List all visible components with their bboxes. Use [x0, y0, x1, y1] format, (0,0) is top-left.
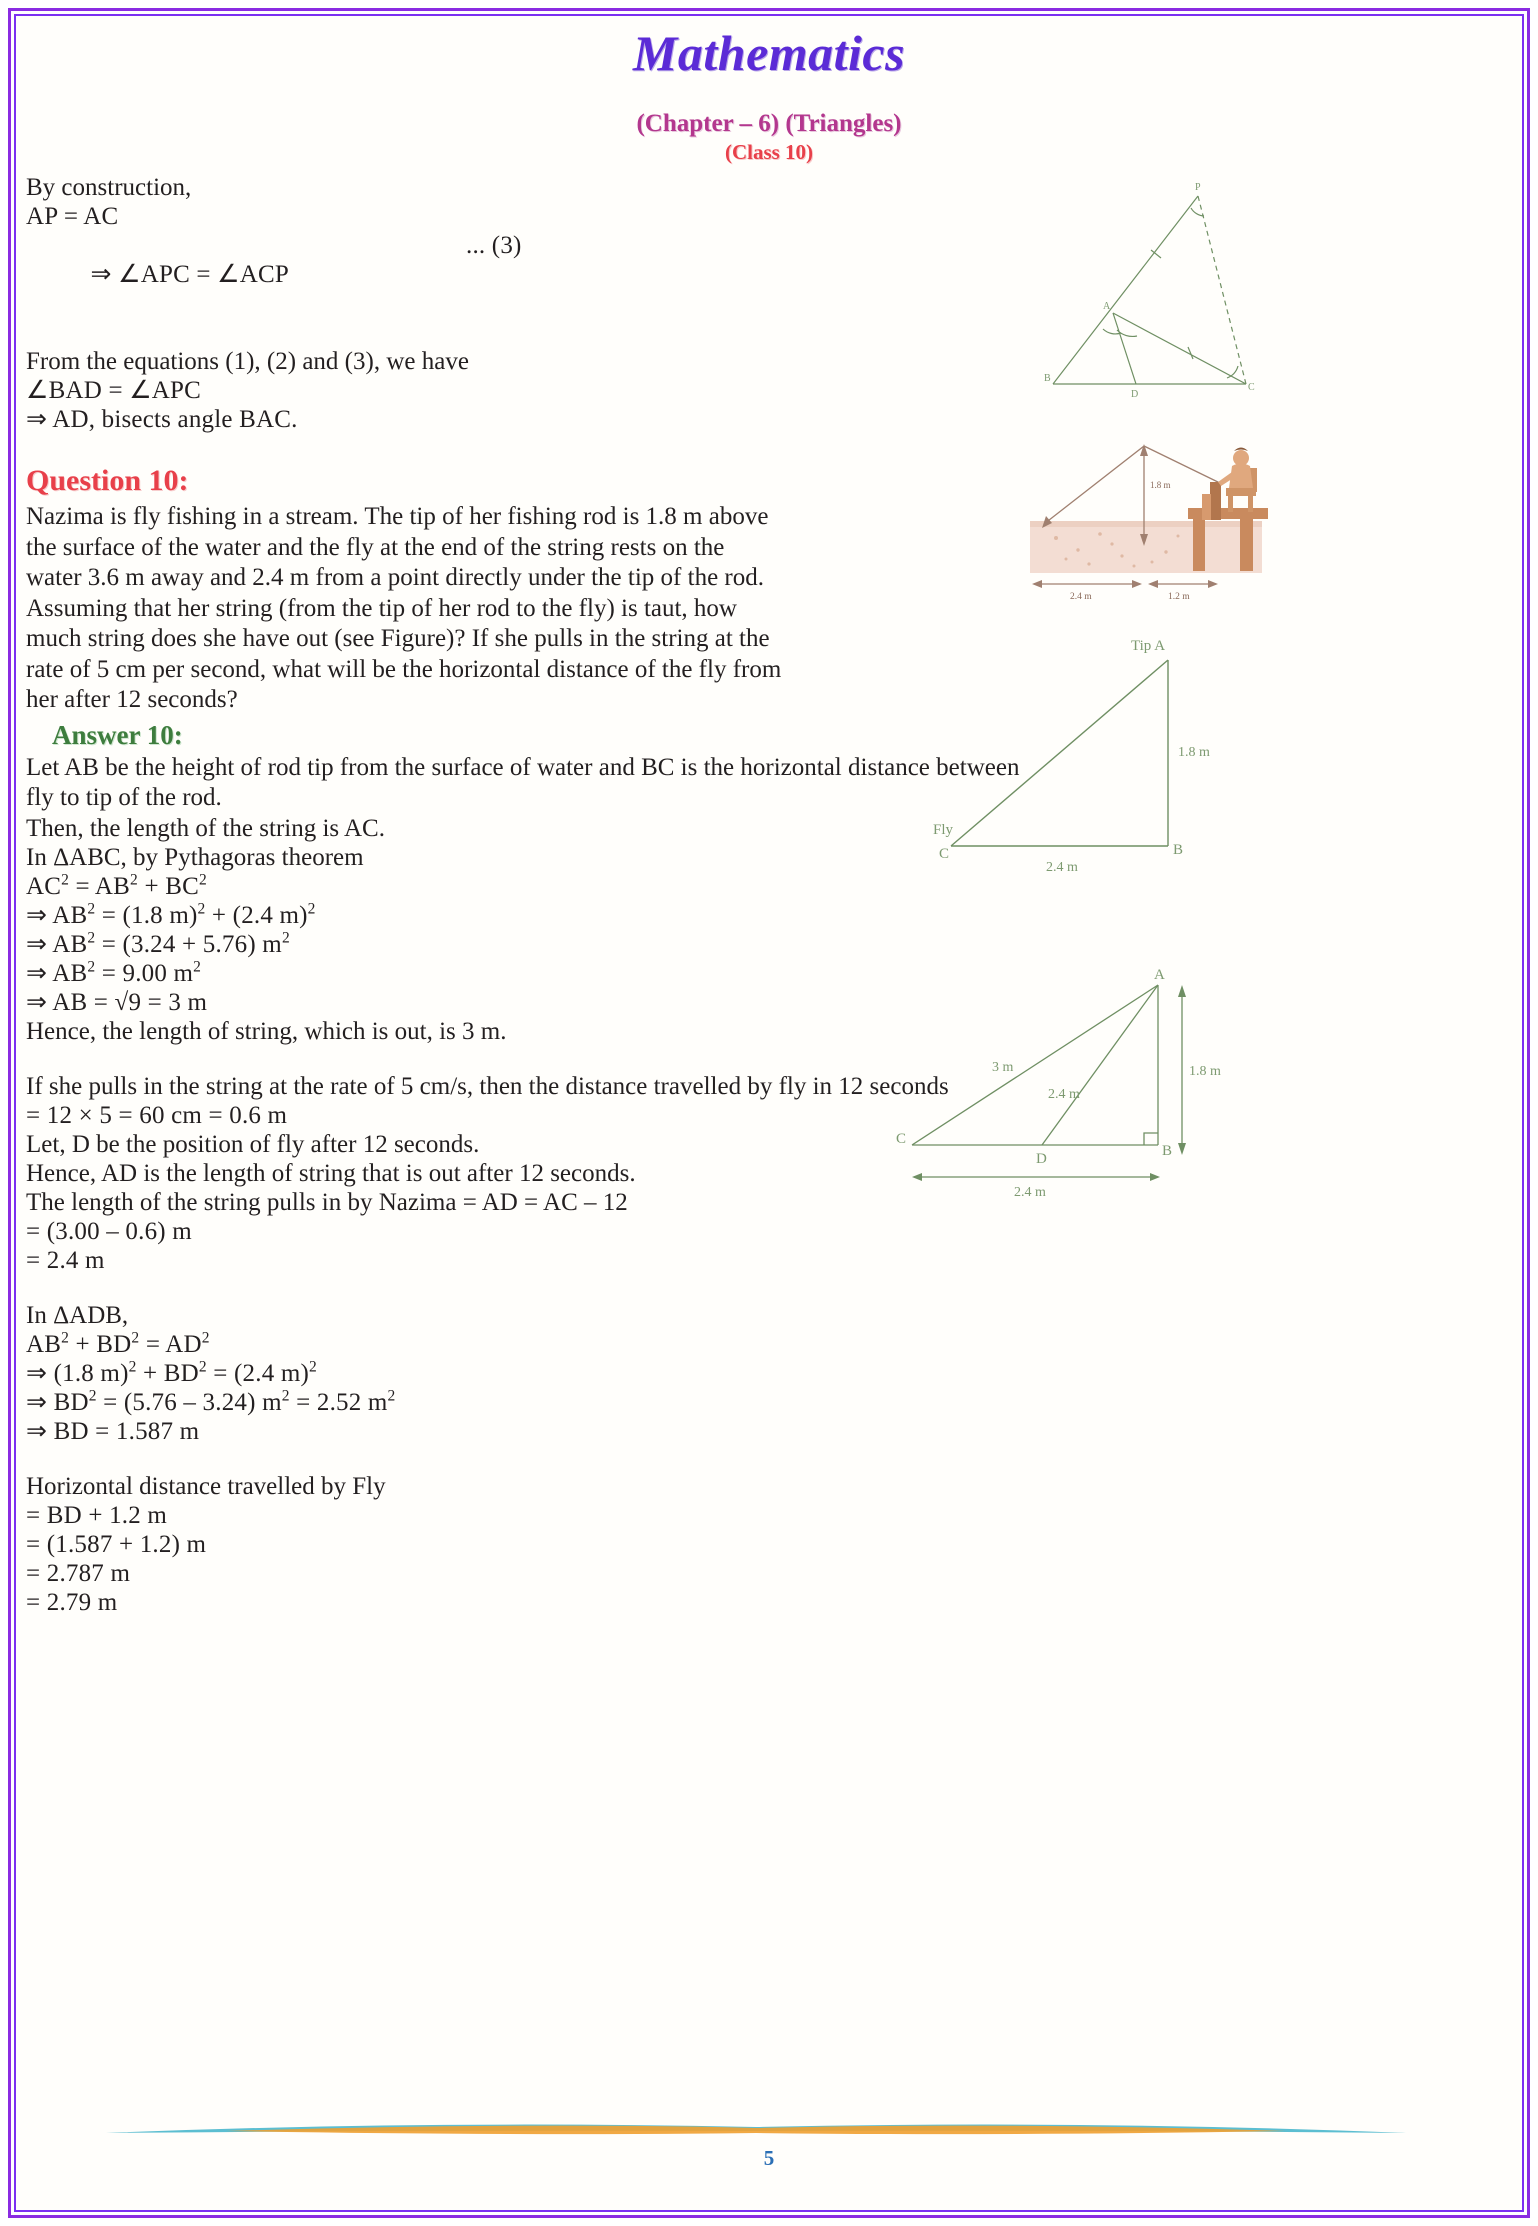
answer-block-2 [26, 1072, 1512, 1275]
answer-line: In ΔABC, by Pythagoras theorem [26, 843, 364, 871]
figure-label-d: D [1036, 1151, 1047, 1167]
answer-block-3 [26, 1301, 1512, 1446]
figure-label-b: B [1044, 373, 1051, 384]
figure-base-label: 2.4 m [1014, 1185, 1046, 1200]
figure-label-c: C [939, 846, 950, 862]
question-text: Nazima is fly fishing in a stream. The tip of her fishing rod is 1.8 m above the surface of the water and the fly at the end of the string rests on the water 3.6 m away and 2.4 m from a point directly under the tip of the rod. Assuming that her string (from the tip of her rod to the fly) is taut, how much string does she have out (see Figure)? If she pulls in the string at the rate of 5 cm per second, what will be the horizontal distance of the fly from her after 12 seconds? [26, 503, 782, 713]
figure-height-label: 1.8 m [1150, 480, 1171, 490]
figure-triangle-abc [906, 628, 1236, 883]
figure-label-c: C [1248, 382, 1255, 393]
proof-line: ∠BAD = ∠APC [26, 377, 202, 404]
answer-line: ⇒ $BD^2 = (5.76 - 3.24) m^2 = 2.52$ $m^2$ [26, 1387, 396, 1416]
figure-triangle-proof [1041, 178, 1266, 403]
answer-line: $AC^2 = AB^2 + BC^2$ [26, 871, 207, 900]
spacer [26, 1275, 1512, 1301]
answer-block-1 [26, 814, 1512, 1046]
figure-label-d: D [1131, 389, 1139, 400]
answer-line: ⇒ $AB^2 = (3.24 + 5.76)$ $m^2$ [26, 929, 290, 958]
footer-decoration [106, 2118, 1406, 2144]
answer-line: ⇒ BD = 1.587 m [26, 1417, 200, 1445]
question-heading: Question 10: [26, 464, 189, 497]
answer-line: Then, the length of the string is AC. [26, 814, 385, 842]
equation-reference: ... (3) [466, 232, 522, 259]
page-title: Mathematics [632, 25, 906, 81]
answer-line: ⇒ AB = √9 = 3 m [26, 988, 208, 1016]
answer-line: = 2.79 m [26, 1588, 118, 1616]
figure-label-fly: Fly [933, 822, 954, 838]
figure-base-label: 2.4 m [1046, 860, 1078, 875]
answer-line: = 2.787 m [26, 1559, 131, 1587]
class-subtitle: (Class 10) [724, 140, 814, 164]
page-footer [106, 2118, 1432, 2178]
figure-hyp-label: 3 m [992, 1060, 1014, 1075]
proof-line-text: ⇒ ∠APC = ∠ACP [90, 261, 289, 288]
answer-line: ⇒ $AB^2 = 9.00$ $m^2$ [26, 958, 202, 987]
proof-line: By construction, [26, 174, 192, 201]
figure-vertical-label: 1.8 m [1178, 745, 1210, 760]
answer-intro: Let AB be the height of rod tip from the surface of water and BC is the horizontal distance between fly to tip of the rod. [26, 753, 1020, 811]
answer-line: In ΔADB, [26, 1301, 129, 1329]
answer-line: ⇒ $AB^2 = (1.8$ m)$^2$ + (2.4 m)$^2$ [26, 900, 316, 929]
spacer [26, 1446, 1512, 1472]
figure-label-b: B [1162, 1143, 1173, 1159]
answer-line: = 2.4 m [26, 1246, 105, 1274]
answer-block-4 [26, 1472, 1512, 1617]
figure-right-distance-label: 1.2 m [1168, 592, 1190, 601]
page-number: 5 [763, 2146, 775, 2170]
figure-label-a: A [1103, 301, 1111, 312]
spacer [26, 1046, 1512, 1072]
answer-heading: Answer 10: [52, 719, 183, 750]
answer-line: Let, D be the position of fly after 12 seconds. [26, 1130, 480, 1158]
page-content [26, 20, 1512, 2204]
answer-line: = (1.587 + 1.2) m [26, 1530, 207, 1558]
answer-line: Horizontal distance travelled by Fly [26, 1472, 386, 1500]
figure-label-a: A [1154, 967, 1165, 983]
figure-vertical-label: 1.8 m [1189, 1064, 1221, 1079]
answer-line: $AB^2 + BD^2 = AD^2$ [26, 1329, 210, 1358]
figure-label-c: C [896, 1131, 907, 1147]
proof-line: From the equations (1), (2) and (3), we have [26, 348, 469, 375]
answer-line: ⇒ (1.8 $m)^2 + BD^2 = (2.4$ m)$^2$ [26, 1358, 317, 1387]
figure-label-p: P [1195, 182, 1201, 193]
proof-block [26, 173, 786, 434]
answer-line: Hence, the length of string, which is out, is 3 m. [26, 1017, 507, 1045]
figure-label-tip-a: Tip A [1131, 638, 1166, 654]
figure-label-b: B [1173, 842, 1184, 858]
figure-fishing-scene [1026, 416, 1276, 601]
proof-line: AP = AC [26, 203, 119, 230]
proof-line-with-ref [26, 231, 786, 347]
answer-line: The length of the string pulls in by Nazima = AD = AC – 12 [26, 1188, 628, 1216]
figure-inner-label: 2.4 m [1048, 1087, 1080, 1102]
answer-line: = (3.00 – 0.6) m [26, 1217, 192, 1245]
answer-line: If she pulls in the string at the rate of 5 cm/s, then the distance travelled by fly in 12 seconds [26, 1072, 949, 1100]
figure-left-distance-label: 2.4 m [1070, 592, 1092, 601]
answer-line: Hence, AD is the length of string that is out after 12 seconds. [26, 1159, 636, 1187]
answer-line: = 12 × 5 = 60 cm = 0.6 m [26, 1101, 288, 1129]
chapter-subtitle: (Chapter – 6) (Triangles) [636, 110, 902, 137]
content-body [26, 173, 1512, 1617]
figure-triangle-adb [886, 963, 1236, 1218]
answer-line: = BD + 1.2 m [26, 1501, 168, 1529]
proof-line: ⇒ AD, bisects angle BAC. [26, 406, 298, 433]
